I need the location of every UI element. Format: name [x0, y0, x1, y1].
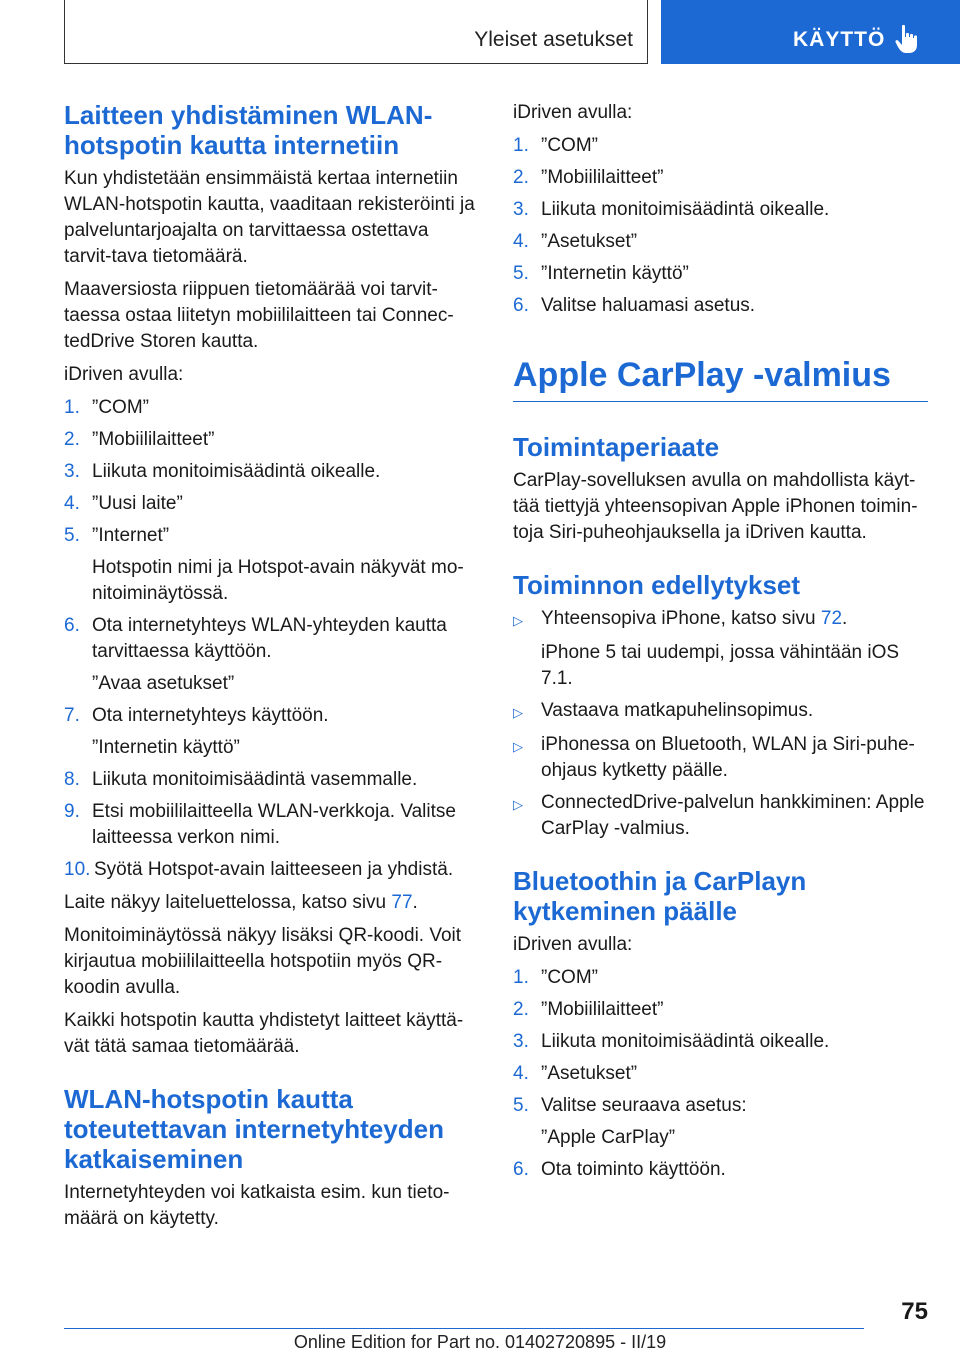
list-item: 2. ”Mobiililaitteet” [64, 429, 215, 450]
list-item: 10. Syötä Hotspot-avain laitteeseen ja yhdistä. [64, 859, 454, 880]
list-item: 4. ”Uusi laite” [64, 493, 183, 514]
header-chapter-tab[interactable] [661, 0, 960, 64]
list-item: 3. Liikuta monitoimisäädintä oikealle. [513, 199, 830, 220]
list-item: ▷ ConnectedDrive-palvelun hankkiminen: Apple CarPlay -valmius. [513, 790, 928, 842]
section-heading-requirements: Toiminnon edellytykset [513, 570, 801, 600]
list-item: 6. Valitse haluamasi asetus. [513, 295, 756, 316]
list-item: 5. ”Internet” [64, 525, 170, 546]
paragraph: Maaversiosta riippuen tietomäärää voi tarvit-taessa ostaa liitetyn mobiililaitteen tai Connec-tedDrive Storen kautta. [64, 279, 454, 352]
paragraph: Laite näkyy laiteluettelossa, katso sivu 77. [64, 892, 418, 913]
footer-text: Online Edition for Part no. 01402720895 - II/19 [293, 1332, 667, 1352]
paragraph: Internetyhteyden voi katkaista esim. kun tieto-määrä on käytetty. [64, 1182, 450, 1229]
chapter-title: Apple CarPlay -valmius [513, 355, 928, 402]
paragraph: Kun yhdistetään ensimmäistä kertaa internetiin WLAN-hotspotin kautta, vaaditaan rekisteröinti ja palveluntarjoajalta on tarvittaessa ostettava tarvit-tava tietomäärä. [64, 168, 475, 267]
list-item: 9. Etsi mobiililaitteella WLAN-verkkoja. Valitse laitteessa verkon nimi. [64, 801, 456, 848]
list-item: ▷ Vastaava matkapuhelinsopimus. [513, 698, 928, 726]
section-heading-activate: Bluetoothin ja CarPlayn kytkeminen päälle [513, 866, 807, 926]
list-item: 2. ”Mobiililaitteet” [513, 999, 664, 1020]
section-heading-principle: Toimintaperiaate [513, 432, 720, 462]
paragraph: iDriven avulla: [513, 934, 633, 955]
list-item: 7. Ota internetyhteys käyttöön. [64, 705, 329, 726]
list-item: 1. ”COM” [64, 397, 149, 418]
header-section-title: Yleiset asetukset [474, 28, 633, 51]
list-item: ▷ Yhteensopiva iPhone, katso sivu 72. [513, 606, 928, 634]
paragraph: Kaikki hotspotin kautta yhdistetyt laitteet käyttä-vät tätä samaa tietomäärää. [64, 1010, 464, 1057]
paragraph: CarPlay-sovelluksen avulla on mahdollista käyt-tää tiettyjä yhteensopivan Apple iPhonen toimin-toja Siri-puheohjauksella ja iDriven kautta. [513, 470, 918, 543]
paragraph: iDriven avulla: [513, 102, 633, 123]
footer-divider [64, 1328, 864, 1329]
list-item: 1. ”COM” [513, 967, 598, 988]
list-item: ▷ iPhonessa on Bluetooth, WLAN ja Siri-puhe-ohjaus kytketty päälle. [513, 732, 928, 784]
list-item: 6. Ota internetyhteys WLAN-yhteyden kautta tarvittaessa käyttöön. [64, 615, 447, 662]
list-item: 3. Liikuta monitoimisäädintä oikealle. [64, 461, 381, 482]
page-link[interactable]: 72 [820, 608, 843, 629]
right-column [513, 100, 928, 1190]
page-link[interactable]: 77 [391, 892, 413, 913]
list-item-note: ”Avaa asetukset” [92, 673, 235, 694]
header-section-box [64, 0, 648, 64]
bullet-triangle-icon: ▷ [513, 739, 523, 754]
list-item: 6. Ota toiminto käyttöön. [513, 1159, 726, 1180]
list-item-note: iPhone 5 tai uudempi, jossa vähintään iOS 7.1. [541, 642, 900, 689]
bullet-triangle-icon: ▷ [513, 797, 523, 812]
steps-list [513, 133, 928, 319]
list-item-note: ”Internetin käyttö” [92, 737, 240, 758]
list-item: 2. ”Mobiililaitteet” [513, 167, 664, 188]
list-item: 1. ”COM” [513, 135, 598, 156]
steps-list [64, 395, 480, 883]
bullet-triangle-icon: ▷ [513, 613, 523, 628]
page-number: 75 [901, 1298, 928, 1325]
list-item: 4. ”Asetukset” [513, 1063, 638, 1084]
list-item: 4. ”Asetukset” [513, 231, 638, 252]
list-item-note: ”Apple CarPlay” [541, 1127, 676, 1148]
bullet-triangle-icon: ▷ [513, 705, 523, 720]
list-item: 5. Valitse seuraava asetus: [513, 1095, 747, 1116]
left-column [64, 100, 480, 1239]
paragraph: Monitoiminäytössä näkyy lisäksi QR-koodi. Voit kirjautua mobiililaitteella hotspotiin myös QR-koodin avulla. [64, 925, 462, 998]
paragraph: iDriven avulla: [64, 364, 184, 385]
hand-pointer-icon [895, 24, 921, 54]
list-item-note: Hotspotin nimi ja Hotspot-avain näkyvät mo-nitoiminäytössä. [92, 557, 464, 604]
section-heading-disconnect: WLAN-hotspotin kautta toteutettavan internetyhteyden katkaiseminen [64, 1084, 444, 1174]
section-heading-wlan: Laitteen yhdistäminen WLAN-hotspotin kautta internetiin [64, 100, 433, 160]
list-item: 3. Liikuta monitoimisäädintä oikealle. [513, 1031, 830, 1052]
bullet-list [513, 606, 928, 842]
steps-list [513, 965, 928, 1183]
header-chapter-title: KÄYTTÖ [793, 28, 886, 51]
list-item: 8. Liikuta monitoimisäädintä vasemmalle. [64, 769, 418, 790]
list-item: 5. ”Internetin käyttö” [513, 263, 689, 284]
